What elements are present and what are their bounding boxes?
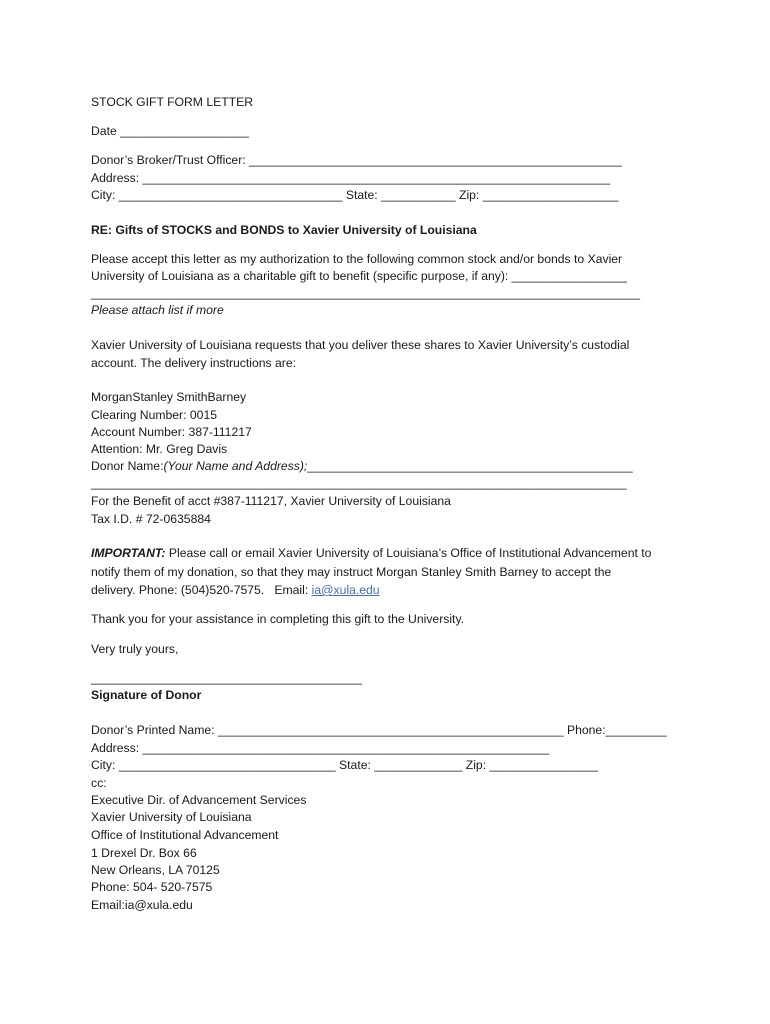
important-line-2: notify them of my donation, so that they may instruct Morgan Stanley Smith Barney to accept the	[91, 565, 612, 579]
broker-address-field[interactable]: Address: _____________________________________________________________________	[91, 171, 611, 185]
signature-label: Signature of Donor	[91, 688, 202, 702]
request-text-line-1: Xavier University of Louisiana requests that you deliver these shares to Xavier University’s custodial	[91, 338, 630, 352]
donor-info-address-field[interactable]: Address: ____________________________________________________________	[91, 741, 550, 755]
attach-list-note: Please attach list if more	[91, 303, 224, 317]
cc-label: cc:	[91, 776, 107, 790]
authorization-purpose-field-continued[interactable]: _________________________________________________________________________________	[91, 286, 641, 300]
benefit-line: For the Benefit of acct #387-111217, Xavier University of Louisiana	[91, 494, 451, 508]
attention-line: Attention: Mr. Greg Davis	[91, 442, 228, 456]
cc-line: Email:ia@xula.edu	[91, 898, 193, 912]
donor-name-label: Donor Name:	[91, 459, 164, 473]
cc-line: 1 Drexel Dr. Box 66	[91, 846, 197, 860]
account-number: Account Number: 387-111217	[91, 425, 252, 439]
important-line-3	[91, 582, 380, 599]
important-text-1: Please call or email Xavier University of Louisiana’s Office of Institutional Advancement to	[165, 546, 652, 560]
re-subject-line: RE: Gifts of STOCKS and BONDS to Xavier University of Louisiana	[91, 223, 477, 237]
authorization-text-line-1: Please accept this letter as my authorization to the following common stock and/or bonds to Xavier	[91, 252, 623, 266]
donor-name-blank[interactable]: ________________________________________________	[307, 459, 633, 473]
cc-line: Phone: 504- 520-7575	[91, 880, 213, 894]
cc-line: Office of Institutional Advancement	[91, 828, 279, 842]
donor-info-city-state-zip-field[interactable]: City: ________________________________ State: _____________ Zip: ________________	[91, 758, 598, 772]
thanks-line: Thank you for your assistance in completing this gift to the University.	[91, 612, 465, 626]
request-text-line-2: account. The delivery instructions are:	[91, 356, 297, 370]
cc-line: Executive Dir. of Advancement Services	[91, 793, 307, 807]
important-text-3: delivery. Phone: (504)520-7575. Email:	[91, 583, 312, 597]
donor-name-field[interactable]	[91, 458, 633, 475]
date-field[interactable]: Date ___________________	[91, 124, 249, 138]
broker-officer-field[interactable]: Donor’s Broker/Trust Officer: _______________________________________________________	[91, 153, 622, 167]
broker-city-state-zip-field[interactable]: City: _________________________________ State: ___________ Zip: ____________________	[91, 188, 619, 202]
important-line-1	[91, 545, 651, 562]
donor-address-field[interactable]: _______________________________________________________________________________	[91, 476, 627, 490]
important-label: IMPORTANT:	[91, 546, 166, 560]
authorization-purpose-field[interactable]: University of Louisiana as a charitable gift to benefit (specific purpose, if any): _________________	[91, 269, 627, 283]
form-heading: STOCK GIFT FORM LETTER	[91, 95, 254, 109]
email-link[interactable]: ia@xula.edu	[311, 583, 380, 597]
cc-line: Xavier University of Louisiana	[91, 810, 252, 824]
cc-line: New Orleans, LA 70125	[91, 863, 220, 877]
signature-field[interactable]: ________________________________________	[91, 671, 363, 685]
donor-name-hint: (Your Name and Address);	[163, 459, 308, 473]
tax-id: Tax I.D. # 72-0635884	[91, 512, 211, 526]
printed-name-field[interactable]: Donor’s Printed Name: ___________________________________________________ Phone:_________	[91, 723, 667, 737]
closing-line: Very truly yours,	[91, 642, 179, 656]
clearing-number: Clearing Number: 0015	[91, 408, 218, 422]
delivery-firm: MorganStanley SmithBarney	[91, 390, 247, 404]
